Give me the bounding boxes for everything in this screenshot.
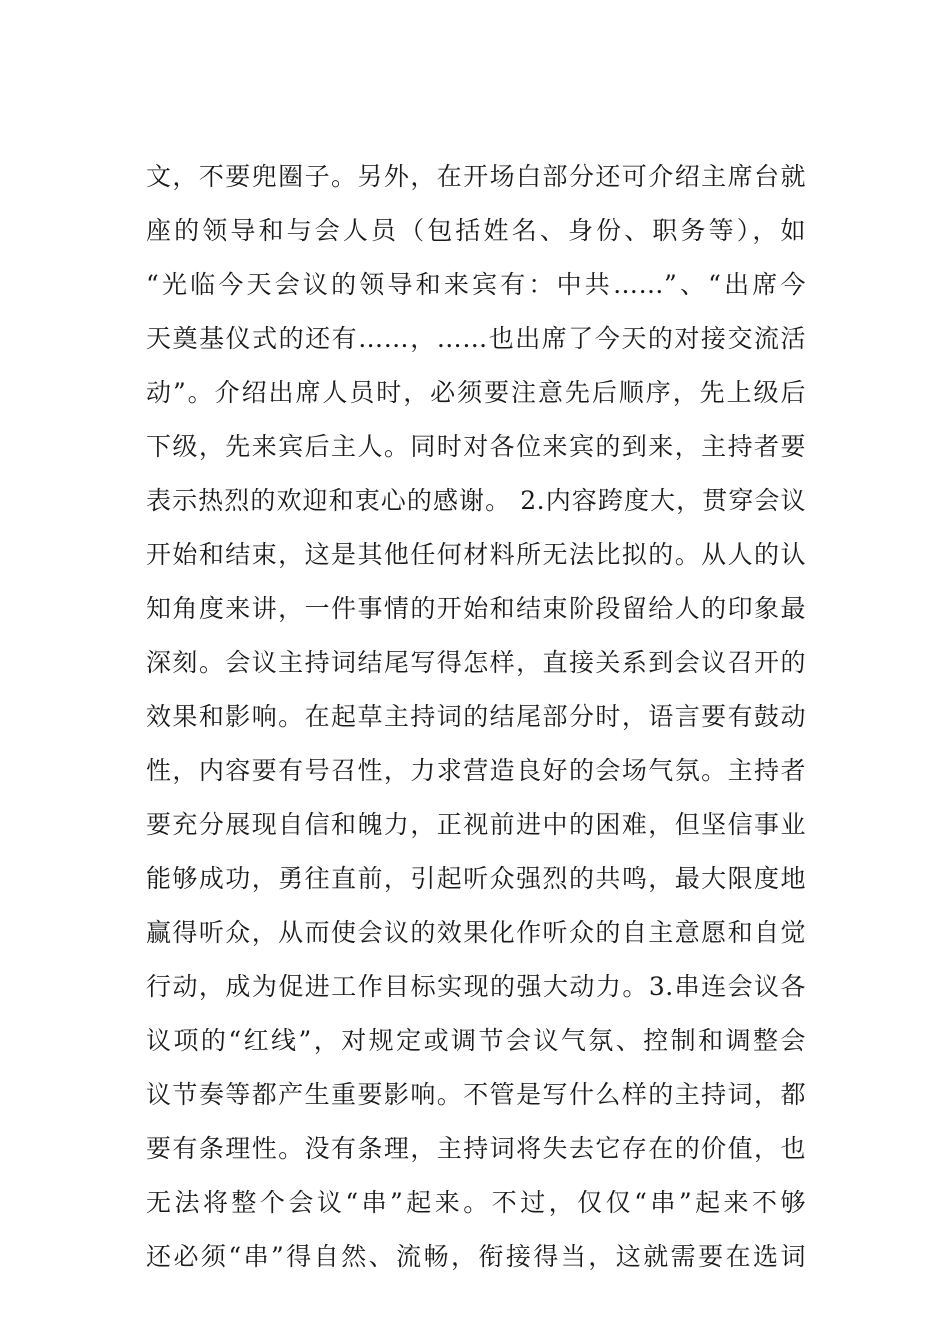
text-line: 行动，成为促进工作目标实现的强大动力。3.串连会议各 (146, 972, 806, 1001)
text-line: 动”。介绍出席人员时，必须要注意先后顺序，先上级后 (146, 378, 806, 407)
text-line: 无法将整个会议“串”起来。不过，仅仅“串”起来不够 (146, 1188, 806, 1217)
text-line: 下级，先来宾后主人。同时对各位来宾的到来，主持者要 (146, 432, 806, 461)
text-line: 要充分展现自信和魄力，正视前进中的困难，但坚信事业 (146, 810, 806, 839)
text-line: 议节奏等都产生重要影响。不管是写什么样的主持词，都 (146, 1080, 806, 1109)
text-line: 开始和结束，这是其他任何材料所无法比拟的。从人的认 (146, 540, 806, 569)
text-line: 赢得听众，从而使会议的效果化作听众的自主意愿和自觉 (146, 918, 806, 947)
text-line: 知角度来讲，一件事情的开始和结束阶段留给人的印象最 (146, 594, 806, 623)
text-line: 效果和影响。在起草主持词的结尾部分时，语言要有鼓动 (146, 702, 806, 731)
text-line: 表示热烈的欢迎和衷心的感谢。 2.内容跨度大，贯穿会议 (146, 486, 806, 515)
document-body (146, 150, 806, 1284)
text-line: 天奠基仪式的还有……，……也出席了今天的对接交流活 (146, 324, 806, 353)
text-line: 性，内容要有号召性，力求营造良好的会场气氛。主持者 (146, 756, 806, 785)
text-line: “光临今天会议的领导和来宾有：中共……”、“出席今 (146, 270, 806, 299)
text-line: 还必须“串”得自然、流畅，衔接得当，这就需要在选词 (146, 1242, 806, 1271)
text-line: 座的领导和与会人员（包括姓名、身份、职务等），如 (146, 216, 806, 245)
text-line: 深刻。会议主持词结尾写得怎样，直接关系到会议召开的 (146, 648, 806, 677)
text-line: 文，不要兜圈子。另外，在开场白部分还可介绍主席台就 (146, 162, 806, 191)
text-line: 能够成功，勇往直前，引起听众强烈的共鸣，最大限度地 (146, 864, 806, 893)
text-line: 要有条理性。没有条理，主持词将失去它存在的价值，也 (146, 1134, 806, 1163)
text-line: 议项的“红线”，对规定或调节会议气氛、控制和调整会 (146, 1026, 806, 1055)
